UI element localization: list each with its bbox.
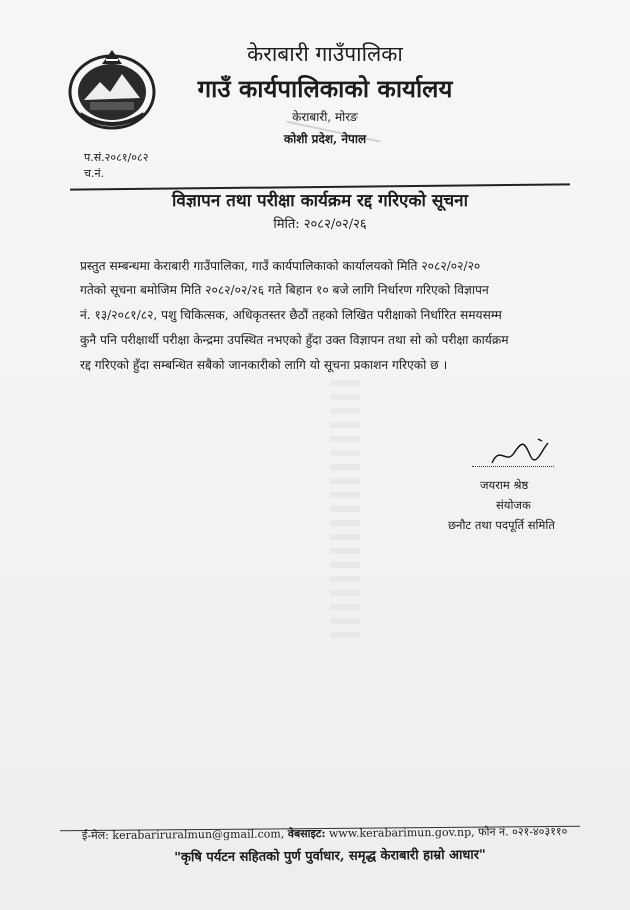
signatory-role: संयोजक (496, 498, 531, 512)
phone-number: ०२१-४०३११० (512, 824, 568, 839)
office-name: गाउँ कार्यपालिकाको कार्यालय (197, 74, 453, 103)
body-line: गतेको सूचना बमोजिम मिति २०८२/०२/२६ गते बिहान १० बजे लागि निर्धारण गरिएको विज्ञापन (80, 283, 489, 297)
body-line: प्रस्तुत सम्बन्धमा केराबारी गाउँपालिका, गाउँ कार्यपालिकाको कार्यालयको मिति २०८२/०२/२० (80, 259, 481, 273)
notice-title: विज्ञापन तथा परीक्षा कार्यक्रम रद्द गरिएको सूचना (172, 191, 468, 211)
handwritten-signature (488, 435, 558, 470)
website-url: www.kerabarimun.gov.np, (328, 825, 475, 840)
footer-contact (82, 824, 567, 843)
body-line: रद्द गरिएको हुँदा सम्बन्धित सबैको जानकारीको लागि यो सूचना प्रकाशन गरिएको छ । (80, 358, 448, 372)
signature-line (472, 466, 554, 467)
letter-number: प.सं.२०८१/०८२ (84, 151, 149, 164)
notice-date: मिति: २०८२/०२/२६ (273, 217, 367, 232)
nepal-government-emblem-icon (62, 42, 162, 137)
show-through-marks (330, 380, 360, 640)
municipality-name: केराबारी गाउँपालिका (247, 42, 403, 66)
office-province: कोशी प्रदेश, नेपाल (283, 132, 367, 146)
email-label: ई-मेल: (81, 828, 109, 843)
email-address: kerabariruralmun@gmail.com, (112, 827, 285, 842)
signatory-name: जयराम श्रेष्ठ (480, 478, 529, 492)
signatory-committee: छनौट तथा पदपूर्ति समिति (448, 518, 555, 532)
phone-label: फोन नं. (478, 825, 509, 839)
website-label: वेबसाइट: (287, 826, 326, 841)
office-address: केराबारी, मोरङ (292, 110, 358, 124)
dispatch-number: च.नं. (84, 167, 105, 180)
body-line: नं. १३/२०८१/८२, पशु चिकित्सक, अधिकृतस्तर छैठौं तहको लिखित परीक्षाको निर्धारित समयसम्म (80, 308, 502, 322)
body-line: कुनै पनि परीक्षार्थी परीक्षा केन्द्रमा उपस्थित नभएको हुँदा उक्त विज्ञापन तथा सो को परीक्षा कार्यक्रम (80, 333, 509, 347)
municipality-motto: "कृषि पर्यटन सहितको पुर्ण पुर्वाधार, समृद्ध केराबारी हाम्रो आधार" (174, 847, 486, 866)
